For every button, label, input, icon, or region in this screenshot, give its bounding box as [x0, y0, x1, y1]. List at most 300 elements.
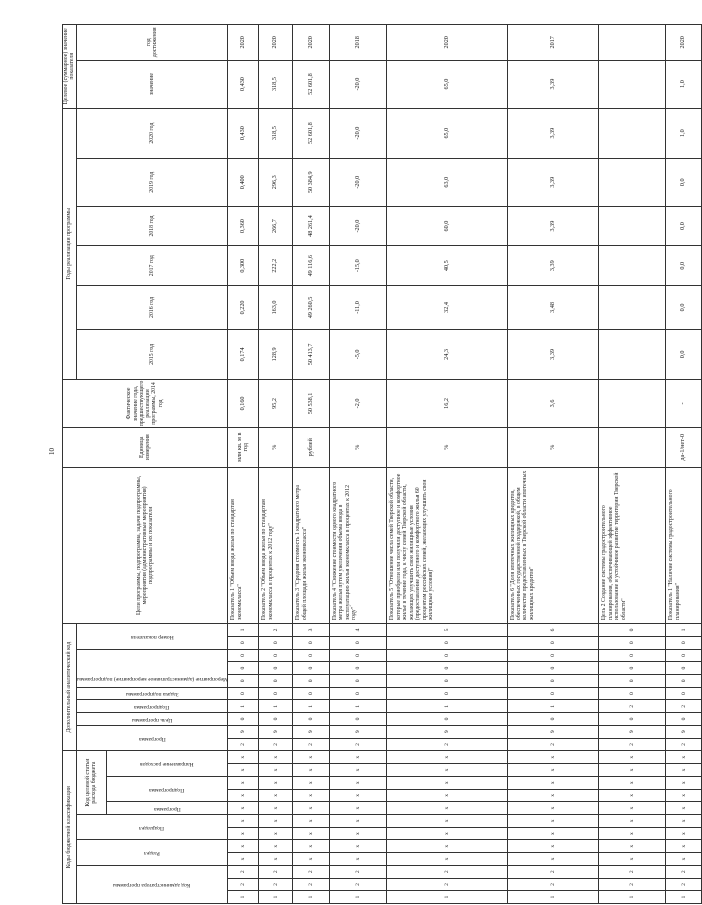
fact-2014-cell: -2,0 — [329, 379, 387, 427]
code-cell: 0 — [599, 687, 666, 700]
code-cell: 2 — [293, 738, 330, 751]
year-value-cell: 3,39 — [507, 108, 599, 158]
header-year-2019: 2019 год — [76, 158, 228, 206]
target-value-cell: -20,0 — [329, 60, 387, 108]
code-cell: х — [599, 827, 666, 840]
code-cell: 2 — [329, 865, 387, 878]
year-value-cell: 3,48 — [507, 286, 599, 330]
code-cell: 0 — [599, 636, 666, 649]
code-cell: 0 — [259, 662, 293, 675]
code-cell: х — [666, 789, 701, 802]
header-napravlenie: Направление расходов — [106, 751, 228, 777]
code-cell: 1 — [666, 624, 701, 637]
target-value-cell: 52 601,8 — [293, 60, 330, 108]
year-value-cell — [599, 246, 666, 286]
code-cell: х — [666, 853, 701, 866]
code-cell: х — [387, 776, 507, 789]
unit-cell: рублей — [293, 427, 330, 467]
code-cell: х — [387, 802, 507, 815]
code-cell: 0 — [329, 687, 387, 700]
year-value-cell: 0,300 — [228, 246, 259, 286]
code-cell: х — [387, 827, 507, 840]
code-cell: 4 — [329, 624, 387, 637]
code-cell: х — [259, 853, 293, 866]
header-a-nomer: Номер показателя — [76, 624, 228, 649]
code-cell: 5 — [387, 624, 507, 637]
code-cell: 2 — [666, 865, 701, 878]
code-cell: х — [228, 814, 259, 827]
unit-cell: % — [387, 427, 507, 467]
year-value-cell: 3,39 — [507, 329, 599, 379]
header-a-podprogramma: Подпрограмма — [76, 700, 228, 713]
code-cell: 0 — [329, 636, 387, 649]
year-value-cell: 128,9 — [259, 329, 293, 379]
code-cell: 3 — [293, 624, 330, 637]
code-cell: 2 — [329, 738, 387, 751]
code-cell: х — [228, 802, 259, 815]
indicator-description: Цель 2 Создание системы градостроительного планирования, обеспечивающей эффективное использование и устойчивое развитие территории Тверской области" — [599, 467, 666, 624]
code-cell: 1 — [329, 700, 387, 713]
code-cell: 2 — [507, 738, 599, 751]
code-cell: 0 — [599, 675, 666, 688]
code-cell: 1 — [599, 891, 666, 904]
target-year-cell: 2020 — [259, 25, 293, 61]
code-cell: х — [387, 751, 507, 764]
table-row — [666, 25, 701, 904]
code-cell: х — [507, 789, 599, 802]
code-cell: 2 — [387, 878, 507, 891]
header-row-1 — [63, 25, 77, 904]
code-cell: 2 — [259, 865, 293, 878]
code-cell: х — [387, 840, 507, 853]
table-body — [228, 25, 701, 904]
code-cell: х — [329, 827, 387, 840]
code-cell: х — [599, 776, 666, 789]
code-cell: 2 — [259, 878, 293, 891]
code-cell: 1 — [329, 891, 387, 904]
code-cell: х — [329, 764, 387, 777]
code-cell: 2 — [228, 738, 259, 751]
code-cell: х — [599, 802, 666, 815]
code-cell: 0 — [666, 675, 701, 688]
code-cell: 2 — [259, 738, 293, 751]
code-cell: 9 — [329, 725, 387, 738]
year-value-cell: 0,400 — [228, 158, 259, 206]
header-podrazdel: Подраздел — [76, 814, 228, 839]
year-value-cell: -11,0 — [329, 286, 387, 330]
code-cell: 0 — [228, 662, 259, 675]
header-target-year: год достижения — [76, 25, 228, 61]
year-value-cell: -20,0 — [329, 206, 387, 246]
header-target-group: Целевое (суммарное) значение показателя — [63, 25, 77, 109]
target-value-cell: 318,5 — [259, 60, 293, 108]
year-value-cell: 40,5 — [387, 246, 507, 286]
indicator-description: Показатель 6 "Доля ипотечных жилищных кредитов, обеспеченных государственной поддержкой, в общем количестве предоставленных в Тверской области ипотечных жилищных кредитов" — [507, 467, 599, 624]
code-cell: х — [228, 789, 259, 802]
header-a-meropriyatie: Мероприятие (административное мероприятие) подпрограммы — [76, 649, 228, 687]
year-value-cell: 50 413,7 — [293, 329, 330, 379]
year-value-cell: 0,0 — [666, 158, 701, 206]
code-cell: х — [259, 764, 293, 777]
code-cell: х — [228, 764, 259, 777]
code-cell: 1 — [666, 891, 701, 904]
code-cell: 2 — [599, 738, 666, 751]
code-cell: 2 — [387, 738, 507, 751]
fact-2014-cell — [599, 379, 666, 427]
code-cell: 0 — [293, 675, 330, 688]
year-value-cell: 50 384,9 — [293, 158, 330, 206]
header-year-2016: 2016 год — [76, 286, 228, 330]
code-cell: х — [329, 751, 387, 764]
header-programma: Программа — [106, 802, 228, 815]
code-cell: 0 — [387, 713, 507, 726]
indicator-description: Показатель 2 "Объем ввода жилья по стандартам экономкласса в процентах к 2012 году" — [259, 467, 293, 624]
code-cell: 0 — [228, 713, 259, 726]
year-value-cell: 60,0 — [387, 206, 507, 246]
code-cell: 0 — [507, 636, 599, 649]
code-cell: х — [259, 827, 293, 840]
header-target-item: Код целевой статьи расхода бюджета — [76, 751, 106, 815]
table-row — [293, 25, 330, 904]
code-cell: х — [507, 764, 599, 777]
code-cell: х — [507, 776, 599, 789]
year-value-cell: 163,0 — [259, 286, 293, 330]
header-fact-2014: Фактическое значение года, предшествующего реализации программы, 2014 год — [63, 379, 228, 427]
code-cell: 1 — [387, 700, 507, 713]
header-year-2018: 2018 год — [76, 206, 228, 246]
code-cell: 9 — [228, 725, 259, 738]
code-cell: х — [666, 802, 701, 815]
code-cell: х — [259, 802, 293, 815]
code-cell: х — [507, 751, 599, 764]
code-cell: 0 — [387, 649, 507, 662]
header-year-2015: 2015 год — [76, 329, 228, 379]
table-row — [329, 25, 387, 904]
year-value-cell: 24,3 — [387, 329, 507, 379]
code-cell: 0 — [599, 649, 666, 662]
code-cell: 1 — [228, 891, 259, 904]
unit-cell: да-1/нет-0 — [666, 427, 701, 467]
fact-2014-cell: 3,6 — [507, 379, 599, 427]
target-year-cell: 2020 — [666, 25, 701, 61]
header-razdel: Раздел — [76, 840, 228, 865]
code-cell: х — [507, 814, 599, 827]
code-cell: х — [387, 764, 507, 777]
fact-2014-cell: 95,2 — [259, 379, 293, 427]
code-cell: х — [507, 853, 599, 866]
year-value-cell: 63,0 — [387, 158, 507, 206]
indicator-description: Показатель 4 "Снижение стоимости одного квадратного метра жилья путем увеличения объема ввода в эксплуатацию жилья экономкласса в процентах к 2012 году" — [329, 467, 387, 624]
header-budget-codes: Коды бюджетной классификации — [63, 751, 77, 904]
code-cell: х — [599, 814, 666, 827]
code-cell: 9 — [259, 725, 293, 738]
year-value-cell: 3,39 — [507, 206, 599, 246]
code-cell: 0 — [228, 636, 259, 649]
code-cell: х — [293, 814, 330, 827]
code-cell: 6 — [507, 624, 599, 637]
code-cell: 0 — [507, 662, 599, 675]
code-cell: х — [259, 789, 293, 802]
indicator-description: Показатель 3 "Средняя стоимость 1 квадратного метра общей площади жилья экономкласса" — [293, 467, 330, 624]
code-cell: 9 — [293, 725, 330, 738]
table-row — [507, 25, 599, 904]
year-value-cell: 52 601,8 — [293, 108, 330, 158]
code-cell: х — [293, 853, 330, 866]
target-value-cell — [599, 60, 666, 108]
year-value-cell: 32,4 — [387, 286, 507, 330]
code-cell: 0 — [293, 687, 330, 700]
fact-2014-cell: 16,2 — [387, 379, 507, 427]
code-cell: х — [228, 853, 259, 866]
header-target-value: значение — [76, 60, 228, 108]
code-cell: х — [599, 751, 666, 764]
header-year-2020: 2020 год — [76, 108, 228, 158]
year-value-cell: 3,39 — [507, 158, 599, 206]
code-cell: х — [293, 827, 330, 840]
year-value-cell: 0,360 — [228, 206, 259, 246]
code-cell: 0 — [599, 713, 666, 726]
code-cell: 2 — [259, 624, 293, 637]
code-cell: 0 — [507, 675, 599, 688]
year-value-cell: 296,3 — [259, 158, 293, 206]
year-value-cell: 3,39 — [507, 246, 599, 286]
code-cell: х — [259, 776, 293, 789]
header-a-cel: Цель программы — [76, 713, 228, 726]
unit-cell: % — [507, 427, 599, 467]
code-cell: 0 — [259, 636, 293, 649]
code-cell: х — [228, 827, 259, 840]
code-cell: 9 — [387, 725, 507, 738]
code-cell: х — [666, 827, 701, 840]
code-cell: 2 — [599, 865, 666, 878]
code-cell: х — [293, 840, 330, 853]
table-row — [259, 25, 293, 904]
code-cell: х — [293, 789, 330, 802]
target-year-cell — [599, 25, 666, 61]
code-cell: 0 — [507, 687, 599, 700]
code-cell: 2 — [599, 700, 666, 713]
code-cell: х — [666, 814, 701, 827]
code-cell: 2 — [329, 878, 387, 891]
year-value-cell: 0,0 — [666, 329, 701, 379]
code-cell: 2 — [666, 878, 701, 891]
code-cell: х — [293, 802, 330, 815]
year-value-cell: -15,0 — [329, 246, 387, 286]
code-cell: 2 — [293, 878, 330, 891]
code-cell: х — [329, 802, 387, 815]
header-podprogramma: Подпрограмма — [106, 776, 228, 801]
code-cell: х — [507, 840, 599, 853]
header-year-2017: 2017 год — [76, 246, 228, 286]
code-cell: х — [666, 764, 701, 777]
year-value-cell — [599, 108, 666, 158]
code-cell: 0 — [228, 649, 259, 662]
code-cell: 0 — [329, 662, 387, 675]
year-value-cell: 48 261,4 — [293, 206, 330, 246]
year-value-cell: 0,220 — [228, 286, 259, 330]
code-cell: 0 — [666, 636, 701, 649]
year-value-cell: 49 116,6 — [293, 246, 330, 286]
year-value-cell — [599, 206, 666, 246]
year-value-cell: 0,174 — [228, 329, 259, 379]
code-cell: х — [507, 827, 599, 840]
code-cell: х — [599, 853, 666, 866]
code-cell: х — [259, 751, 293, 764]
fact-2014-cell: - — [666, 379, 701, 427]
code-cell: 0 — [228, 687, 259, 700]
code-cell: 1 — [259, 891, 293, 904]
year-value-cell: 0,0 — [666, 246, 701, 286]
code-cell: 0 — [259, 687, 293, 700]
code-cell: х — [329, 853, 387, 866]
code-cell: 2 — [599, 878, 666, 891]
table-row — [599, 25, 666, 904]
code-cell: 1 — [507, 891, 599, 904]
target-year-cell: 2017 — [507, 25, 599, 61]
target-value-cell: 3,39 — [507, 60, 599, 108]
code-cell: х — [599, 840, 666, 853]
header-a-programma: Программа — [76, 725, 228, 750]
unit-cell: % — [329, 427, 387, 467]
header-admin-code: Код администратора программы — [76, 865, 228, 903]
year-value-cell: 65,0 — [387, 108, 507, 158]
code-cell: 0 — [329, 675, 387, 688]
code-cell: 0 — [259, 675, 293, 688]
code-cell: х — [228, 751, 259, 764]
unit-cell: млн кв. м в год — [228, 427, 259, 467]
header-unit: Единица измерения — [63, 427, 228, 467]
year-value-cell — [599, 329, 666, 379]
code-cell: 9 — [507, 725, 599, 738]
code-cell: х — [329, 814, 387, 827]
target-year-cell: 2020 — [387, 25, 507, 61]
code-cell: 0 — [293, 713, 330, 726]
year-value-cell — [599, 158, 666, 206]
year-value-cell: -20,0 — [329, 108, 387, 158]
code-cell: 0 — [228, 675, 259, 688]
code-cell: х — [387, 814, 507, 827]
code-cell: 0 — [259, 649, 293, 662]
year-value-cell: 0,0 — [666, 286, 701, 330]
code-cell: 0 — [329, 649, 387, 662]
code-cell: х — [293, 751, 330, 764]
code-cell: 0 — [293, 662, 330, 675]
fact-2014-cell: 50 538,1 — [293, 379, 330, 427]
code-cell: 2 — [293, 865, 330, 878]
code-cell: х — [259, 814, 293, 827]
code-cell: 0 — [293, 636, 330, 649]
code-cell: х — [666, 840, 701, 853]
code-cell: 0 — [507, 649, 599, 662]
code-cell: х — [329, 776, 387, 789]
table-row — [387, 25, 507, 904]
code-cell: х — [387, 853, 507, 866]
code-cell: х — [293, 776, 330, 789]
target-year-cell: 2020 — [293, 25, 330, 61]
code-cell: 0 — [666, 649, 701, 662]
code-cell: 1 — [259, 700, 293, 713]
code-cell: 2 — [228, 878, 259, 891]
year-value-cell: 0,430 — [228, 108, 259, 158]
page-number: 10 — [48, 448, 56, 455]
indicator-description: Показатель 1 "Наличие системы градостроительного планирования" — [666, 467, 701, 624]
year-value-cell: 318,5 — [259, 108, 293, 158]
code-cell: 2 — [666, 738, 701, 751]
code-cell: х — [599, 764, 666, 777]
code-cell: 0 — [259, 713, 293, 726]
table-row — [228, 25, 259, 904]
indicator-description: Показатель 5 "Отношение числа семей Тверской области, которые приобрели или получили доступное и комфортное жилье в течение года, к числу семей Тверской области, желающих улучшить свои жилищные условия (предоставление доступного и комфортного жилья 60 процентам российских семей, желающих улучшить свои жилищные условия)" — [387, 467, 507, 624]
code-cell: х — [666, 776, 701, 789]
code-cell: 0 — [507, 713, 599, 726]
code-cell: 1 — [507, 700, 599, 713]
target-value-cell: 65,0 — [387, 60, 507, 108]
code-cell: 1 — [228, 624, 259, 637]
unit-cell: % — [259, 427, 293, 467]
code-cell: 0 — [599, 624, 666, 637]
header-years-group: Годы реализации программы — [63, 108, 77, 379]
header-analytic-code: Дополнительный аналитический код — [63, 624, 77, 751]
code-cell: 0 — [666, 687, 701, 700]
code-cell: 2 — [228, 865, 259, 878]
target-value-cell: 1,0 — [666, 60, 701, 108]
code-cell: х — [329, 840, 387, 853]
code-cell: х — [507, 802, 599, 815]
code-cell: 1 — [387, 891, 507, 904]
code-cell: 9 — [599, 725, 666, 738]
code-cell: 0 — [666, 662, 701, 675]
code-cell: х — [259, 840, 293, 853]
code-cell: 9 — [666, 725, 701, 738]
target-year-cell: 2018 — [329, 25, 387, 61]
year-value-cell: 266,7 — [259, 206, 293, 246]
target-year-cell: 2020 — [228, 25, 259, 61]
year-value-cell — [599, 286, 666, 330]
year-value-cell: 49 260,5 — [293, 286, 330, 330]
code-cell: 1 — [228, 700, 259, 713]
code-cell: х — [293, 764, 330, 777]
year-value-cell: 222,2 — [259, 246, 293, 286]
code-cell: 0 — [329, 713, 387, 726]
year-value-cell: 1,0 — [666, 108, 701, 158]
code-cell: х — [329, 789, 387, 802]
code-cell: х — [666, 751, 701, 764]
code-cell: х — [599, 789, 666, 802]
unit-cell — [599, 427, 666, 467]
code-cell: х — [228, 840, 259, 853]
code-cell: х — [387, 789, 507, 802]
indicator-description: Показатель 1 "Объем ввода жилья по стандартам экономкласса" — [228, 467, 259, 624]
code-cell: 0 — [387, 662, 507, 675]
code-cell: 2 — [507, 878, 599, 891]
code-cell: 1 — [293, 891, 330, 904]
code-cell: 0 — [387, 675, 507, 688]
code-cell: 0 — [293, 649, 330, 662]
code-cell: 0 — [387, 636, 507, 649]
header-description: Цели программы, подпрограмма, задачи подпрограммы, мероприятия (административные мероприятия) подпрограммы и их показатели — [63, 467, 228, 624]
header-a-zadacha: Задача подпрограммы — [76, 687, 228, 700]
code-cell: 0 — [666, 713, 701, 726]
fact-2014-cell: 0,160 — [228, 379, 259, 427]
code-cell: 2 — [387, 865, 507, 878]
year-value-cell: -20,0 — [329, 158, 387, 206]
code-cell: 0 — [387, 687, 507, 700]
year-value-cell: -5,0 — [329, 329, 387, 379]
program-indicators-table — [62, 24, 702, 904]
code-cell: 1 — [293, 700, 330, 713]
target-value-cell: 0,430 — [228, 60, 259, 108]
year-value-cell: 0,0 — [666, 206, 701, 246]
